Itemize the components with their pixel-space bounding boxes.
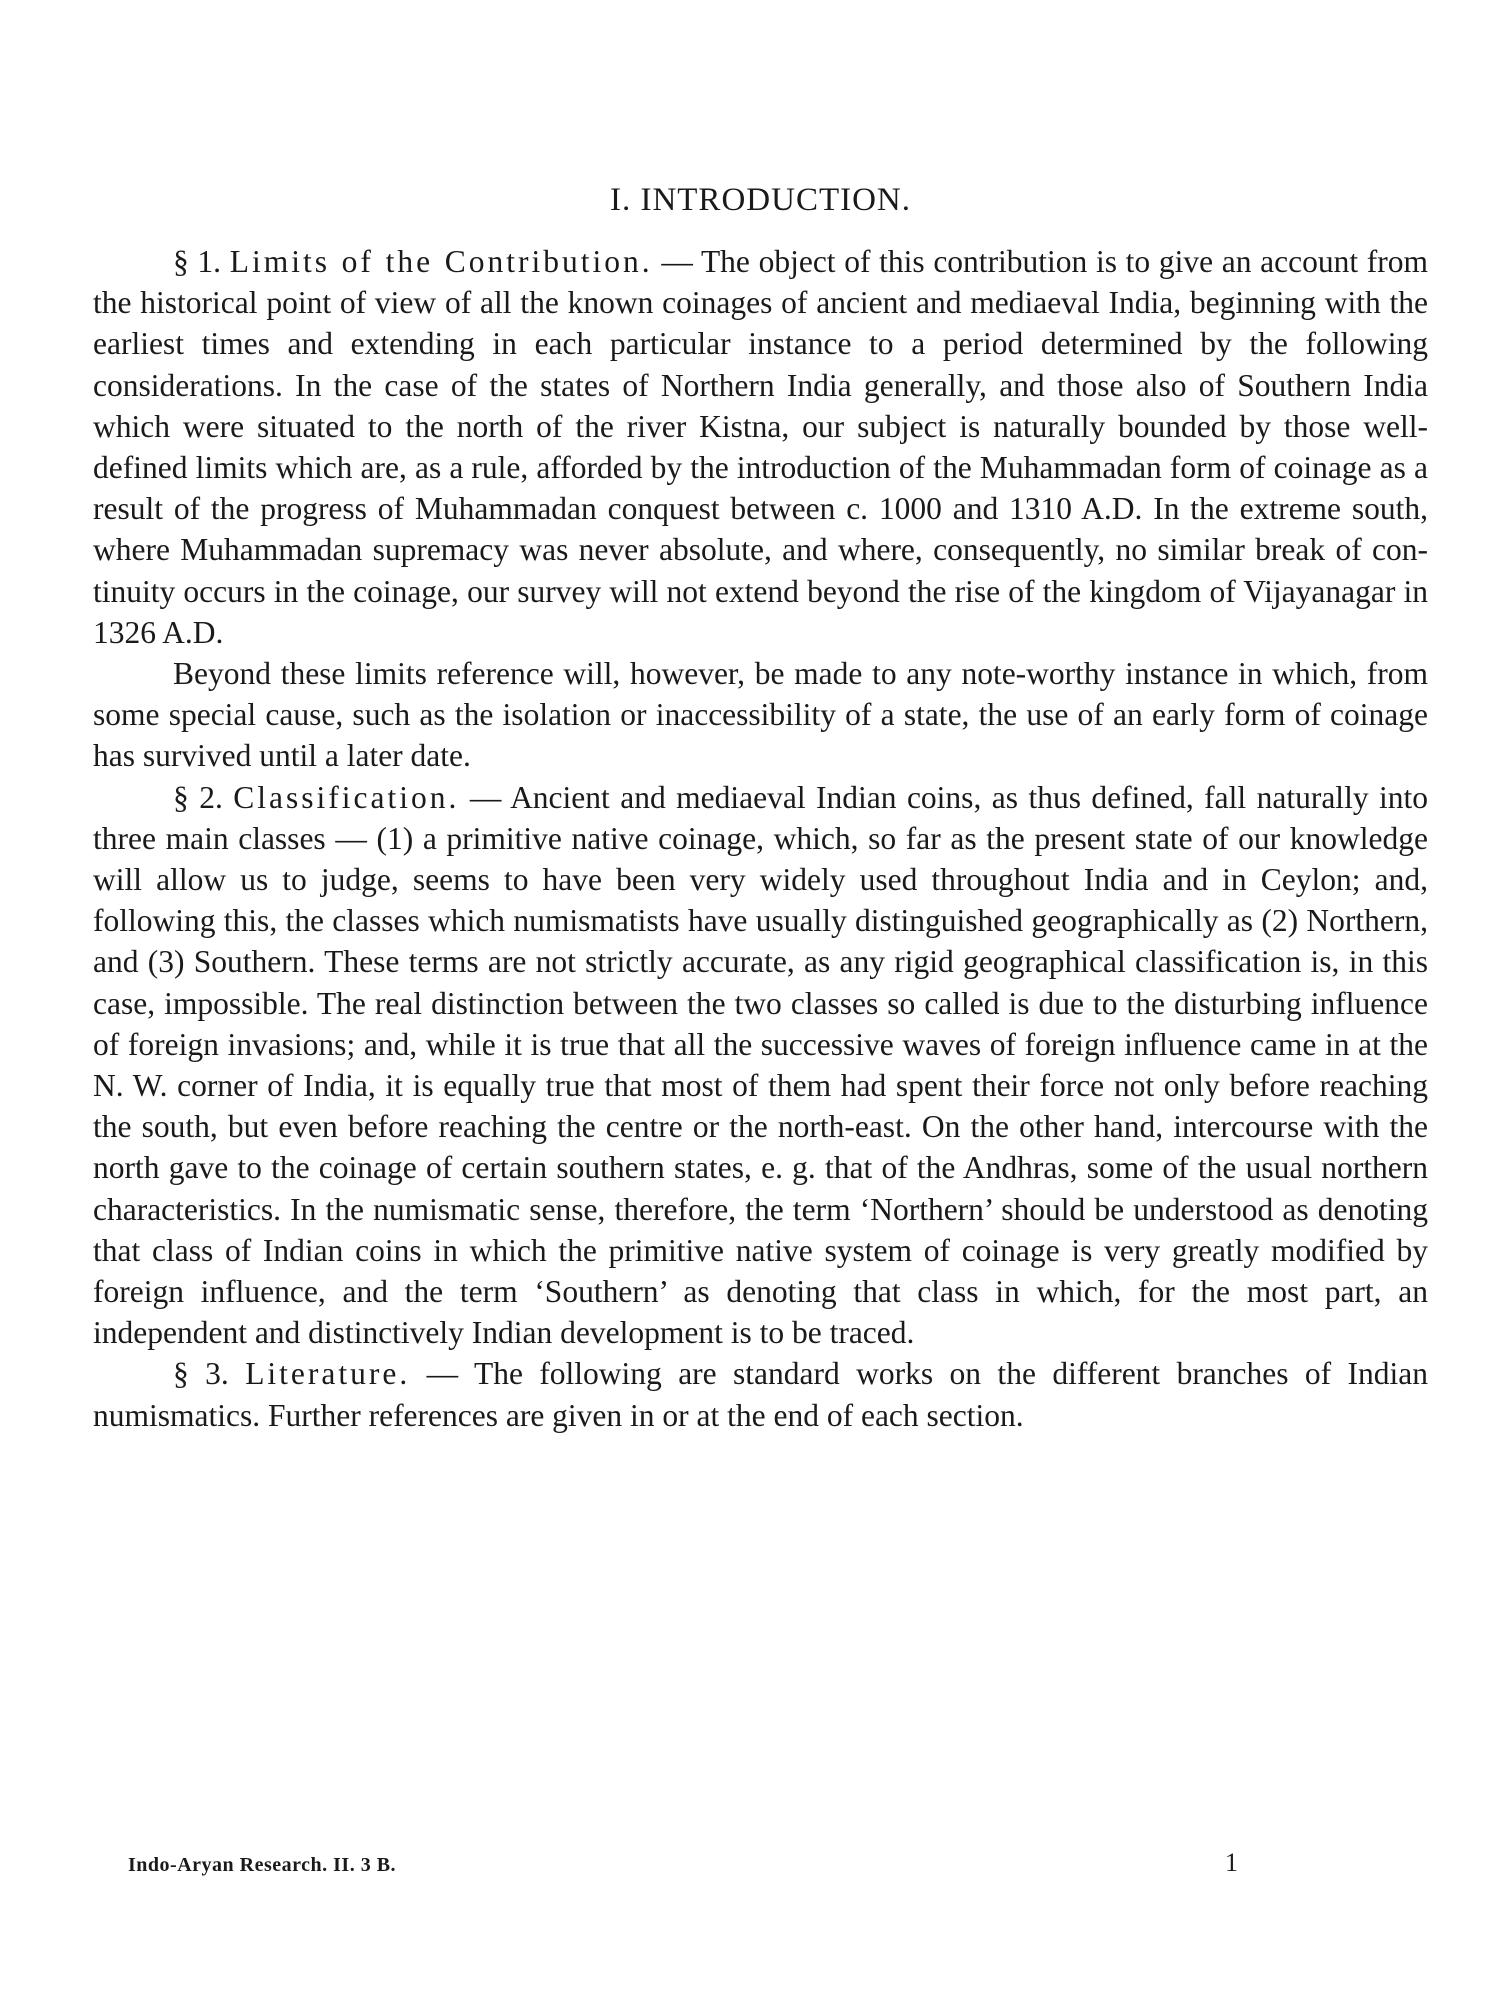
section-heading: Limits of the Contribution. (229, 244, 653, 279)
section-mark: § 2. (173, 779, 223, 815)
page-number: 1 (1225, 1848, 1238, 1877)
footer-series-label: Indo-Aryan Research. II. 3 B. (128, 1854, 397, 1876)
page-content (93, 182, 1428, 1436)
section-body: Ancient and mediaeval Indian coins, as thus defined, fall naturally into three main classes — (1) a primitive native coinage, which, so far as the present state of our knowledge will allow us to judge, seems to have been very widely used throughout India and in Ceylon; and, following this, the classes which numismatists have usually distinguished geographically as (2) Northern, and (3) Southern. These terms are not strictly accurate, as any rigid geographical classification is, in this case, impossible. The real distinction between the two classes so called is due to the disturbing influence of foreign invasions; and, while it is true that all the successive waves of foreign influence came in at the N. W. corner of India, it is equally true that most of them had spent their force not only before reaching the south, but even before reaching the centre or the north-east. On the other hand, intercourse with the north gave to the coinage of certain southern states, e. g. that of the Andhras, some of the usual northern characteristics. In the numismatic sense, therefore, the term ‘Northern’ should be understood as denoting that class of Indian coins in which the primitive native system of coinage is very greatly modified by foreign influence, and the term ‘Southern’ as denoting that class in which, for the most part, an independent and distinctively Indian development is to be traced. (93, 779, 1429, 1351)
section-3-paragraph (93, 1353, 1428, 1435)
heading-dash: — (459, 779, 511, 815)
page-footer (128, 1848, 1238, 1878)
section-body: The object of this contribution is to give an account from the historical point of view of all the known coinages of ancient and mediaeval India, beginning with the earliest times and extending in each particular instance to a period determined by the following considerations. In the case of the states of Northern India generally, and those also of Southern India which were situated to the north of the river Kistna, our subject is naturally bounded by those well-defined limits which are, as a rule, afforded by the introduction of the Muhammadan form of coinage as a result of the progress of Muhammadan conquest between c. 1000 and 1310 A.D. In the extreme south, where Muhammadan supremacy was never absolute, and where, consequently, no similar break of continuity occurs in the coinage, our survey will not extend beyond the rise of the kingdom of Vijayanagar in 1326 A.D. (93, 244, 1429, 650)
heading-dash: — (652, 244, 701, 279)
section-1-paragraph (93, 241, 1428, 653)
section-heading: Literature. (245, 1356, 411, 1392)
section-heading: Classification. (233, 779, 460, 815)
section-body: The following are standard works on the different branches of Indian numismatics. Further references are given in or at the end of each section. (93, 1356, 1429, 1433)
section-1-continuation-paragraph (93, 653, 1428, 777)
section-mark: § 1. (173, 244, 222, 279)
section-mark: § 3. (173, 1356, 229, 1392)
paragraph-body: Beyond these limits reference will, however, be made to any note-worthy instance in which, from some special cause, such as the isolation or inaccessibility of a state, the use of an early form of coinage has survived until a later date. (93, 656, 1428, 774)
chapter-title: I. INTRODUCTION. (609, 182, 912, 218)
heading-dash: — (410, 1356, 474, 1392)
section-2-paragraph (93, 777, 1428, 1354)
